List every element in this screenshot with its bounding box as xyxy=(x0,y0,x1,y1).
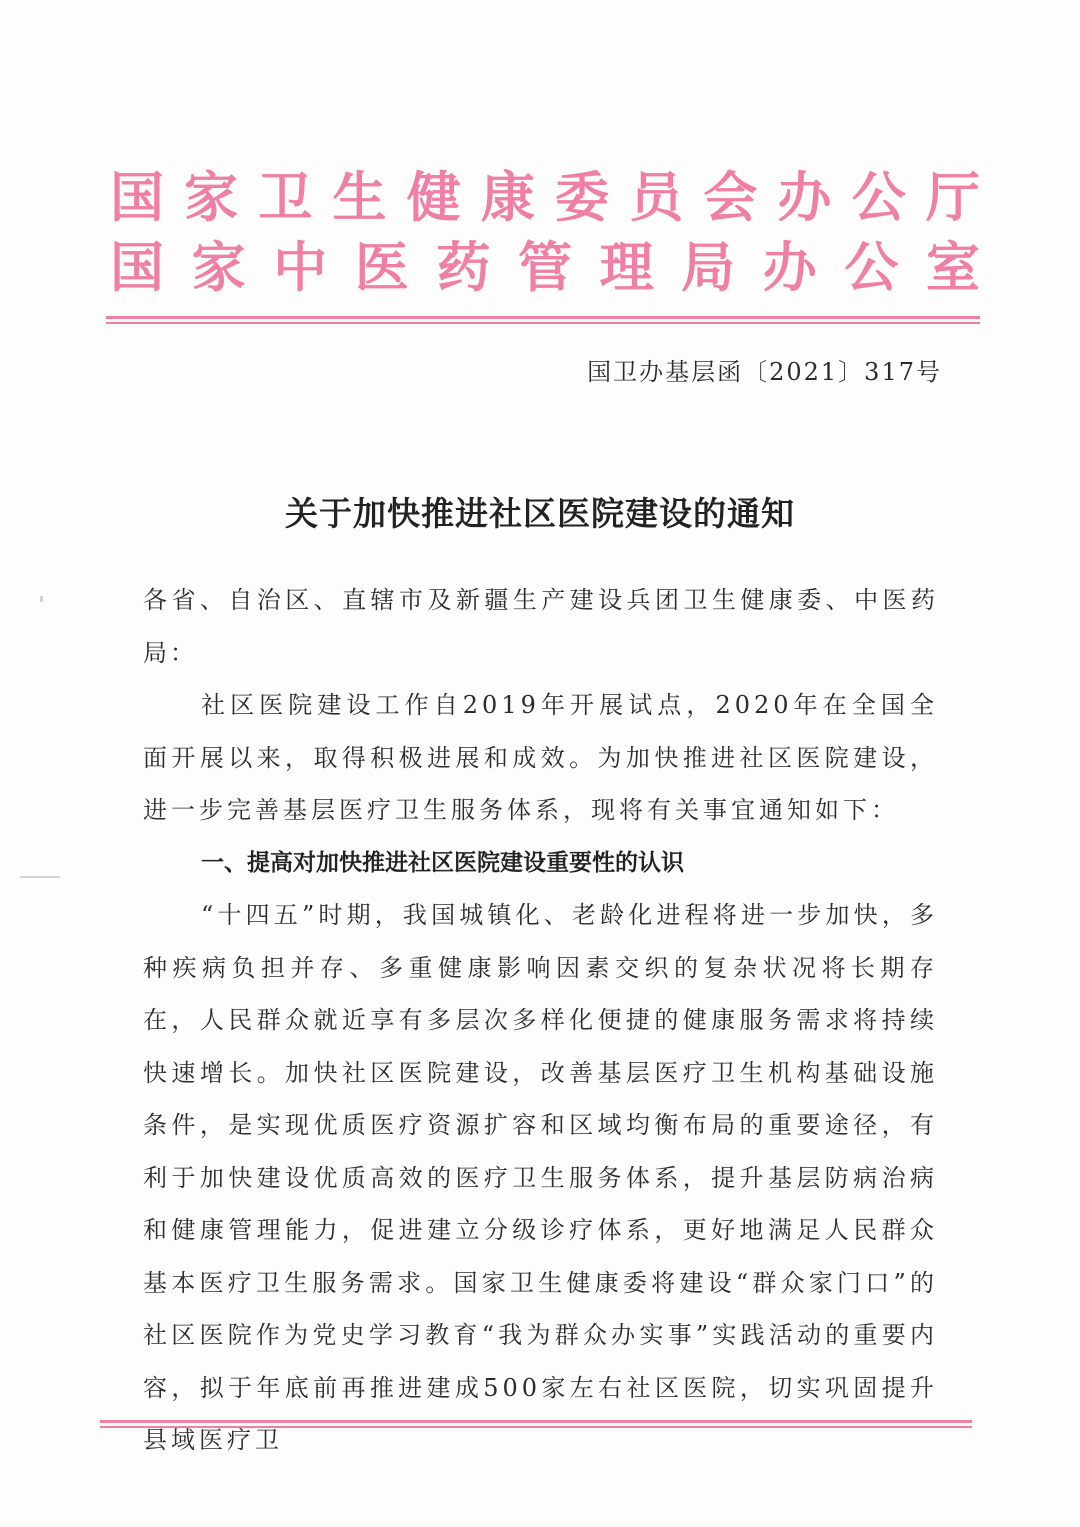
letterhead-char: 办 xyxy=(762,235,817,299)
letterhead-char: 中 xyxy=(273,235,328,299)
letterhead-char: 公 xyxy=(844,235,899,299)
letterhead-char: 家 xyxy=(191,235,246,299)
letterhead-char: 公 xyxy=(851,165,906,229)
letterhead-char: 管 xyxy=(517,235,572,299)
letterhead-char: 家 xyxy=(184,165,239,229)
letterhead-char: 国 xyxy=(110,165,164,229)
letterhead-divider xyxy=(106,316,980,324)
letterhead-char: 卫 xyxy=(258,165,313,229)
letterhead-char: 医 xyxy=(354,235,409,299)
letterhead-char: 会 xyxy=(703,165,758,229)
letterhead-char: 生 xyxy=(332,165,387,229)
letterhead-char: 局 xyxy=(681,235,736,299)
letterhead-char: 药 xyxy=(436,235,491,299)
section-heading-1: 一、提高对加快推进社区医院建设重要性的认识 xyxy=(201,849,684,876)
document-body xyxy=(143,574,938,1467)
footer-divider xyxy=(100,1420,972,1428)
letterhead-char: 健 xyxy=(406,165,461,229)
paragraph-section-1: “十四五”时期，我国城镇化、老龄化进程将进一步加快，多种疾病负担并存、多重健康影响因素交织的复杂状况将长期存在，人民群众就近享有多层次多样化便捷的健康服务需求将持续快速增长。加快社区医院建设，改善基层医疗卫生机构基础设施条件，是实现优质医疗资源扩容和区域均衡布局的重要途径，有利于加快建设优质高效的医疗卫生服务体系，提升基层防病治病和健康管理能力，促进建立分级诊疗体系，更好地满足人民群众基本医疗卫生服务需求。国家卫生健康委将建设“群众家门口”的社区医院作为党史学习教育“我为群众办实事”实践活动的重要内容，拟于年底前再推进建成500家左右社区医院，切实巩固提升县域医疗卫 xyxy=(143,901,938,1454)
letterhead-char: 康 xyxy=(480,165,535,229)
scan-mark xyxy=(20,876,60,878)
letterhead-line-1 xyxy=(110,165,980,229)
letterhead-line-2 xyxy=(110,235,980,299)
scan-mark xyxy=(40,596,43,602)
paragraph-intro: 社区医院建设工作自2019年开展试点，2020年在全国全面开展以来，取得积极进展和成效。为加快推进社区医院建设，进一步完善基层医疗卫生服务体系，现将有关事宜通知如下： xyxy=(143,691,938,824)
letterhead-char: 办 xyxy=(777,165,832,229)
letterhead-char: 委 xyxy=(555,165,610,229)
letterhead-char: 理 xyxy=(599,235,654,299)
document-number: 国卫办基层函〔2021〕317号 xyxy=(587,358,942,386)
letterhead-char: 国 xyxy=(110,235,164,299)
salutation: 各省、自治区、直辖市及新疆生产建设兵团卫生健康委、中医药局： xyxy=(143,586,938,667)
letterhead-char: 室 xyxy=(925,235,980,299)
document-title: 关于加快推进社区医院建设的通知 xyxy=(285,494,795,533)
letterhead-char: 员 xyxy=(629,165,684,229)
letterhead-char: 厅 xyxy=(925,165,980,229)
